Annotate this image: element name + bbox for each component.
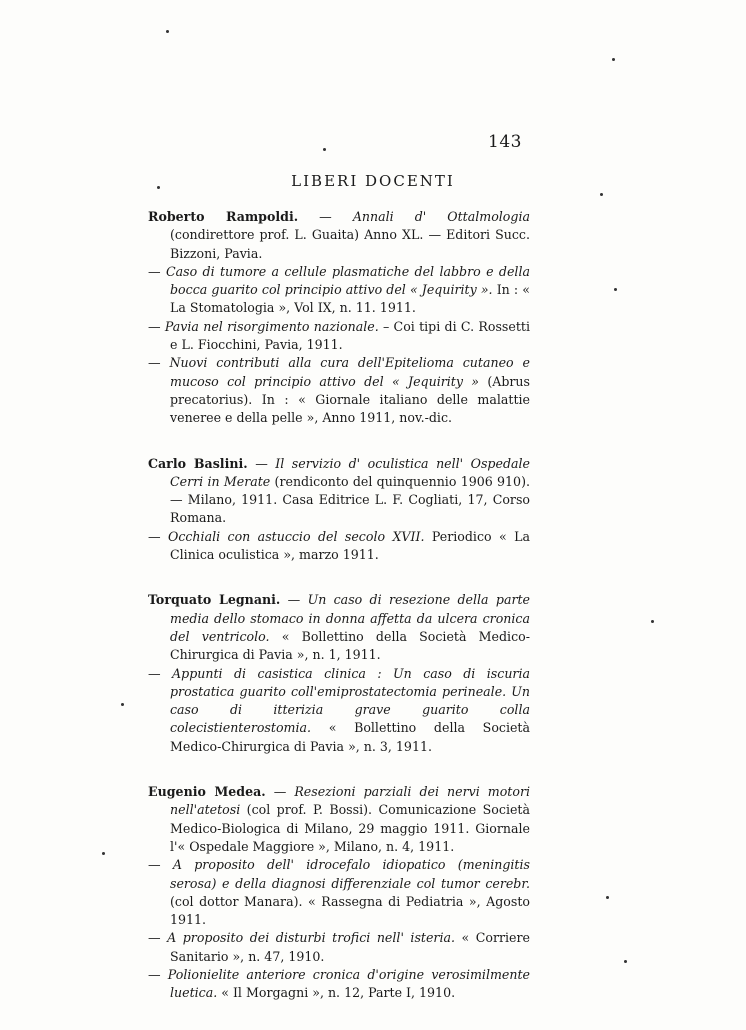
citation-text: – Coi tipi di C. Rossetti e L. Fiocchini, Pavia, 1911. <box>170 318 530 353</box>
citation-text: — <box>280 592 308 608</box>
entry-first-paragraph <box>148 455 530 528</box>
author-name: Carlo Baslini. <box>148 455 248 471</box>
citation-text: Periodico « La Clinica oculistica », marzo 1911. <box>170 528 530 563</box>
entry-paragraph <box>148 528 530 565</box>
bibliography-entry <box>148 783 530 1003</box>
citation-text: — <box>148 966 168 982</box>
scan-speck <box>166 30 169 33</box>
page-number: 143 <box>488 132 522 152</box>
citation-text: — <box>265 784 295 800</box>
citation-text: (rendiconto del quinquennio 1906 910). — Milano, 1911. Casa Editrice L. F. Cogliati, 17, Corso Romana. <box>170 473 530 526</box>
work-title: Pavia nel risorgimento nazionale. <box>164 318 379 334</box>
scan-speck <box>612 58 615 61</box>
citation-text: — <box>298 209 353 224</box>
citation-text: (Abrus precatorius). In : « Giornale italiano delle malattie veneree e della pelle », Anno 1911, nov.-dic. <box>170 373 531 426</box>
citation-text: — <box>247 455 276 471</box>
citation-text: — <box>148 318 165 334</box>
citation-text: In : « La Stomatologia », Vol IX, n. 11. 1911. <box>170 282 530 316</box>
entry-paragraph <box>148 263 530 318</box>
citation-text: — <box>148 263 166 279</box>
citation-text: — <box>148 930 168 946</box>
bibliography-entry <box>148 591 530 756</box>
entry-paragraph <box>148 856 530 929</box>
citation-text: (col dottor Manara). « Rassegna di Pediatria », Agosto 1911. <box>170 893 530 928</box>
citation-text: « Il Morgagni », n. 12, Parte I, 1910. <box>217 985 456 1001</box>
work-title: Occhiali con astuccio del secolo XVII. <box>168 528 425 544</box>
work-title: Caso di tumore a cellule plasmatiche del labbro e della bocca guarito col principio attivo del « Jequirity ». <box>165 263 530 298</box>
scan-speck <box>323 148 326 151</box>
bibliography-list <box>148 208 530 1030</box>
entry-first-paragraph <box>148 783 530 856</box>
work-title: Un caso di resezione della parte media dello stomaco in donna affetta da ulcera cronica del ventricolo. <box>170 592 530 644</box>
entry-paragraph <box>148 966 530 1003</box>
entry-first-paragraph <box>148 208 530 263</box>
work-title: A proposito dei disturbi trofici nell' isteria. <box>167 930 455 946</box>
scan-speck <box>606 896 609 899</box>
author-name: Torquato Legnani. <box>148 592 281 608</box>
entry-paragraph <box>148 929 530 966</box>
work-title: Annali d' Ottalmologia <box>352 209 530 224</box>
scan-speck <box>651 620 654 623</box>
work-title: Polionielite anteriore cronica d'origine verosimilmente luetica. <box>167 966 530 1001</box>
scan-speck <box>102 852 105 855</box>
scan-speck <box>121 703 124 706</box>
citation-text: (col prof. P. Bossi). Comunicazione Società Medico-Biologica di Milano, 29 maggio 1911. Giornale l'« Ospedale Maggiore », Milano, n. 4, 1911. <box>170 802 530 854</box>
scan-speck <box>624 960 627 963</box>
citation-text: « Bollettino della Società Medico-Chirurgica di Pavia », n. 1, 1911. <box>170 628 530 663</box>
entry-first-paragraph <box>148 591 530 664</box>
work-title: A proposito dell' idrocefalo idiopatico (meningitis serosa) e della diagnosi differenziale col tumor cerebr. <box>170 857 530 891</box>
work-title: Resezioni parziali dei nervi motori nell'atetosi <box>170 784 530 818</box>
citation-text: « Corriere Sanitario », n. 47, 1910. <box>170 930 530 964</box>
bibliography-entry <box>148 455 530 565</box>
citation-text: — <box>148 857 173 873</box>
work-title: Il servizio d' oculistica nell' Ospedale Cerri in Merate <box>170 455 531 489</box>
author-name: Roberto Rampoldi. <box>148 209 299 224</box>
section-title: LIBERI DOCENTI <box>291 172 455 190</box>
entry-paragraph <box>148 665 530 756</box>
author-name: Eugenio Medea. <box>148 784 266 800</box>
citation-text: « Bollettino della Società Medico-Chirurgica di Pavia », n. 3, 1911. <box>170 720 530 754</box>
work-title: Appunti di casistica clinica : Un caso di iscuria prostatica guarito coll'emiprostatectomia perineale. Un caso di itterizia grave guarito colla colecistienterostomia. <box>170 665 530 736</box>
entry-paragraph <box>148 354 530 427</box>
bibliography-entry <box>148 208 530 428</box>
citation-text: — <box>148 355 170 371</box>
scan-speck <box>614 288 617 291</box>
citation-text: (condirettore prof. L. Guaita) Anno XL. — Editori Succ. Bizzoni, Pavia. <box>170 227 530 261</box>
citation-text: — <box>148 528 168 544</box>
work-title: Nuovi contributi alla cura dell'Epitelioma cutaneo e mucoso col principio attivo del « Jequirity » <box>169 355 530 389</box>
scan-speck <box>600 193 603 196</box>
entry-paragraph <box>148 318 530 355</box>
citation-text: — <box>148 665 173 681</box>
